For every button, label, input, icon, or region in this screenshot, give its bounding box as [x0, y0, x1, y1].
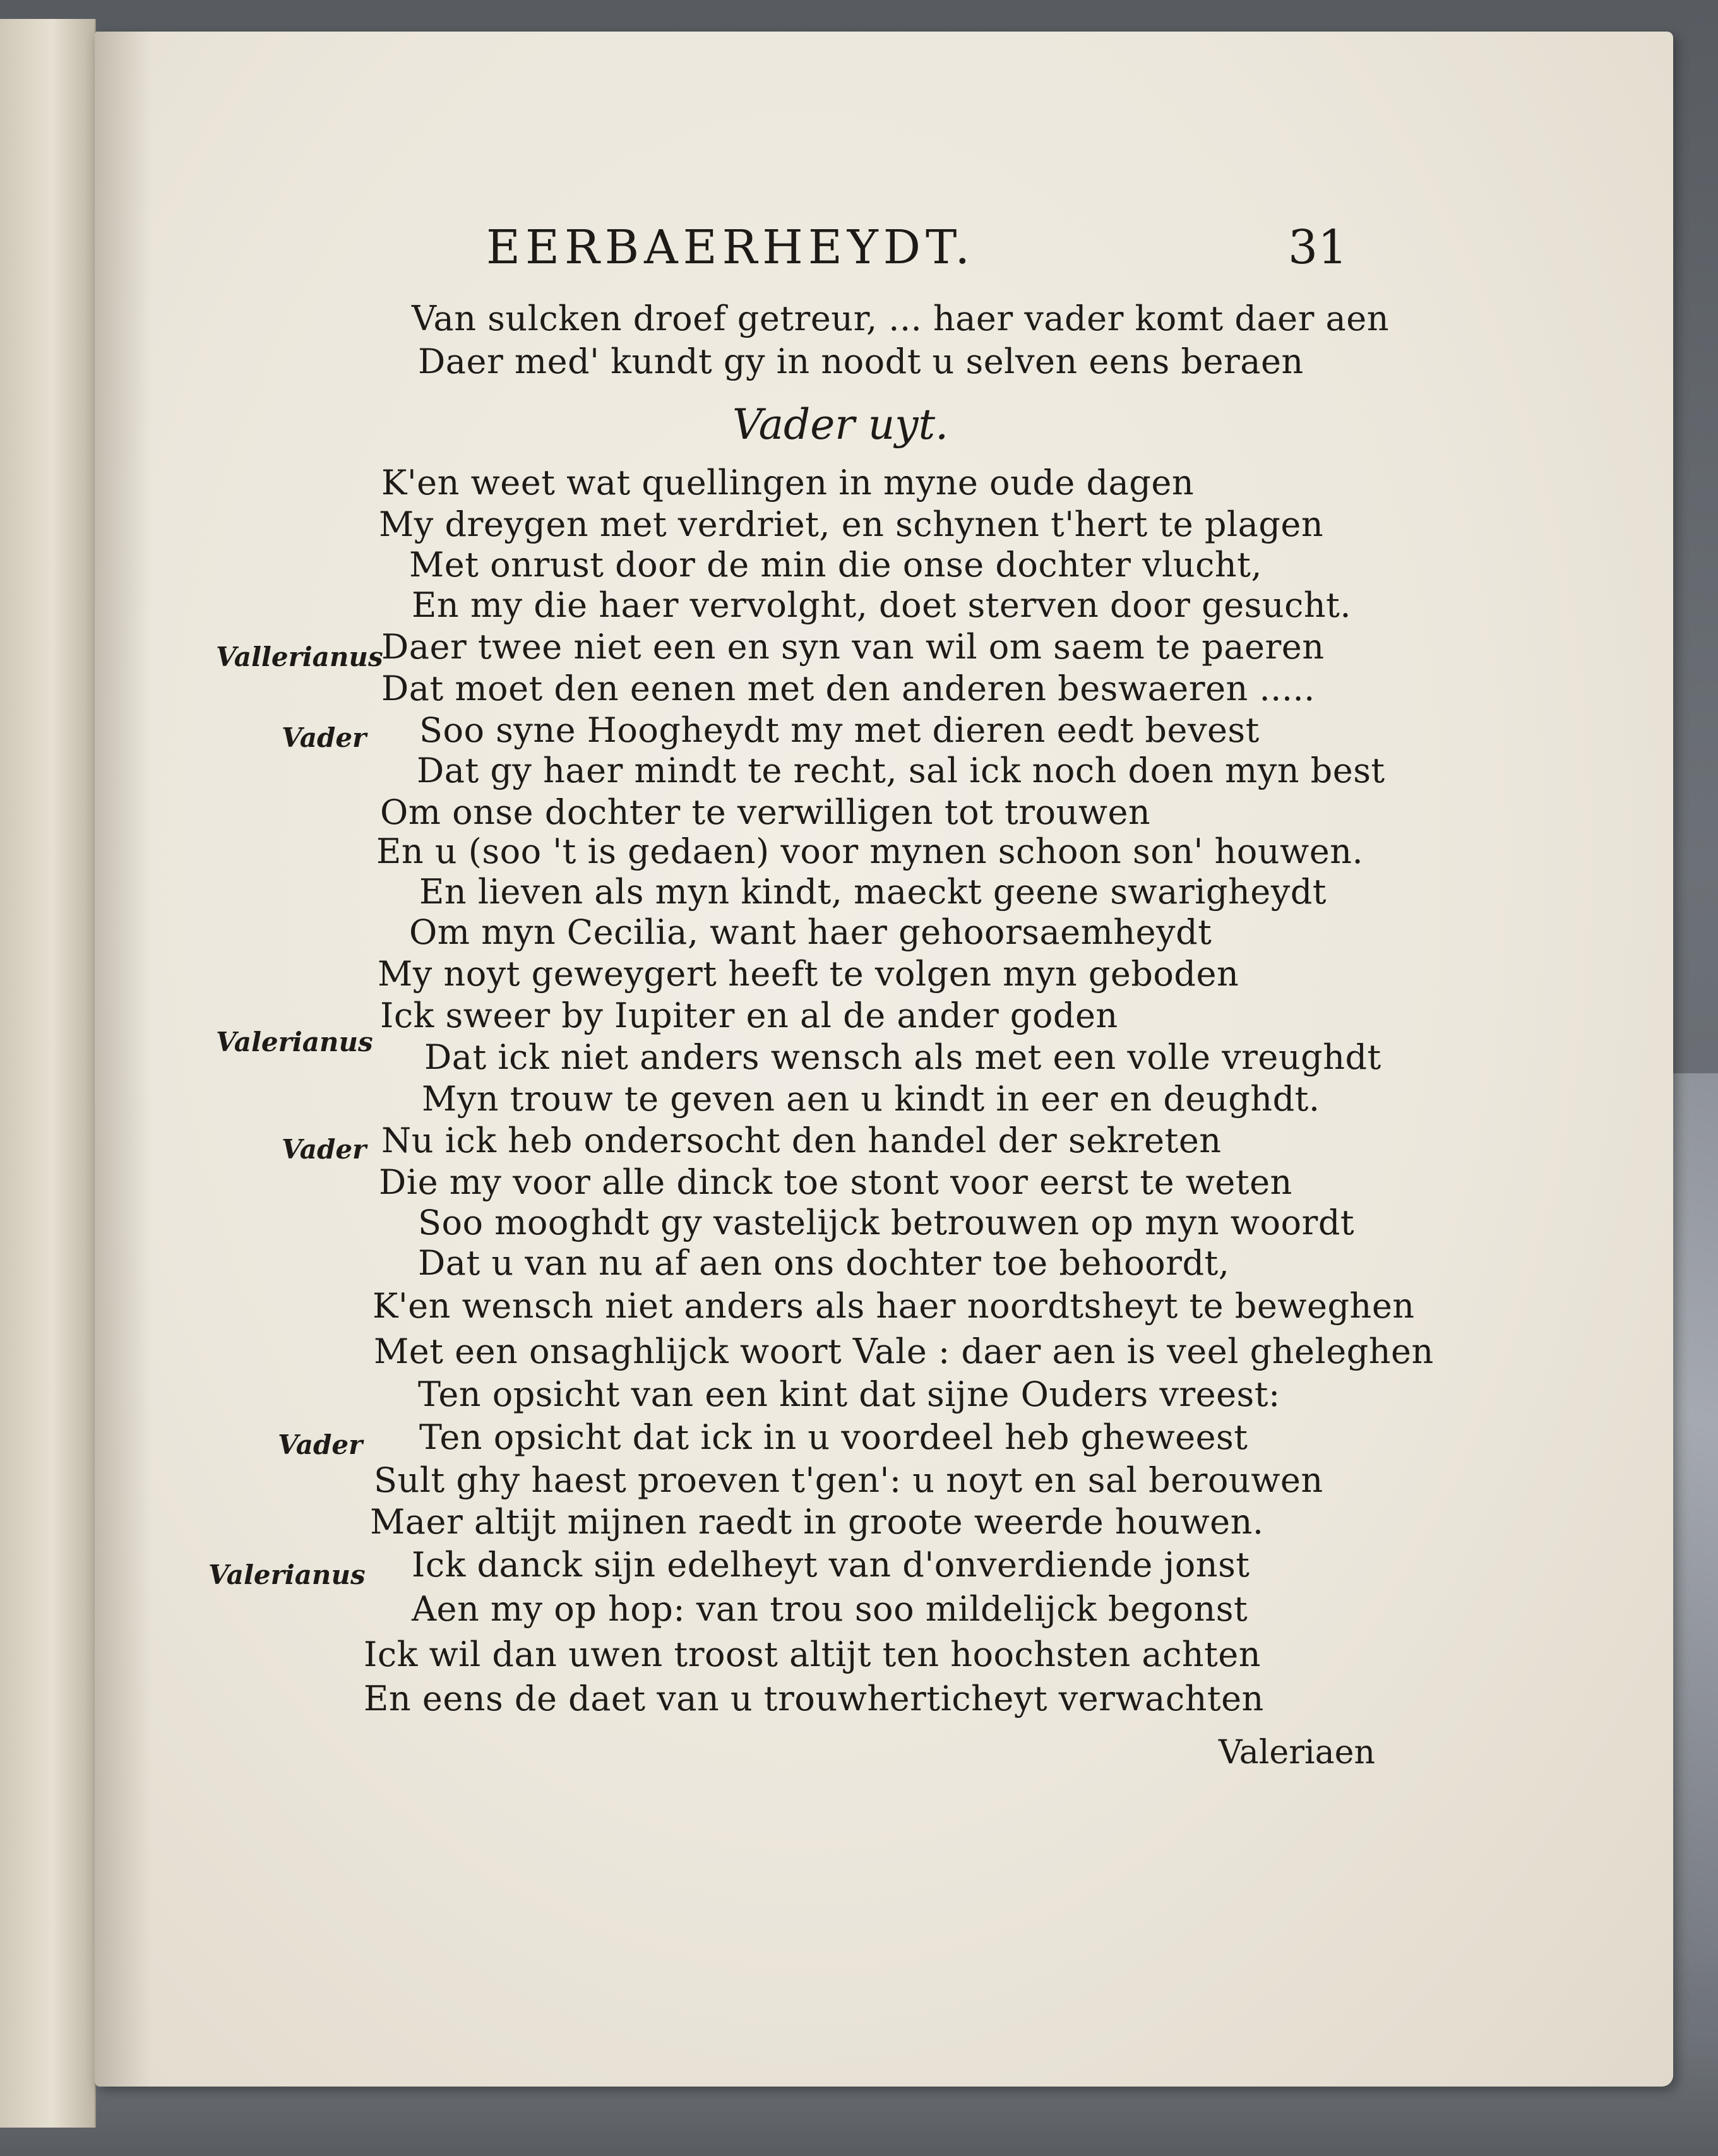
verse-line: Die my voor alle dinck toe stont voor eerst te weten	[379, 1162, 1292, 1202]
verse-line: Myn trouw te geven aen u kindt in eer en deughdt.	[422, 1079, 1320, 1119]
speaker-label: Valerianus	[216, 1027, 373, 1057]
verse-line: En eens de daet van u trouwherticheyt verwachten	[364, 1679, 1264, 1718]
verse-line: Soo syne Hoogheydt my met dieren eedt bevest	[419, 710, 1260, 750]
verse-line: Om onse dochter te verwilligen tot trouwen	[380, 792, 1151, 832]
stage-direction: Vader uyt.	[732, 400, 949, 449]
left-page-edge	[0, 19, 96, 2128]
verse-line: Ick wil dan uwen troost altijt ten hoochsten achten	[364, 1635, 1262, 1674]
verse-line: Ten opsicht van een kint dat sijne Ouders vreest:	[418, 1374, 1280, 1414]
verse-line: Om myn Cecilia, want haer gehoorsaemheydt	[409, 912, 1212, 952]
speaker-label: Vader	[282, 1134, 367, 1165]
page-gutter-shadow	[95, 32, 152, 2087]
verse-line: K'en wensch niet anders als haer noordtsheyt te beweghen	[373, 1286, 1415, 1326]
verse-line: Maer altijt mijnen raedt in groote weerde houwen.	[370, 1502, 1264, 1542]
verse-line: Soo mooghdt gy vastelijck betrouwen op myn woordt	[418, 1203, 1355, 1242]
verse-line: K'en weet wat quellingen in myne oude dagen	[381, 463, 1195, 503]
verse-line: Ick sweer by Iupiter en al de ander goden	[380, 996, 1118, 1035]
verse-line: Ick danck sijn edelheyt van d'onverdiende jonst	[412, 1545, 1250, 1585]
verse-line: En my die haer vervolght, doet sterven door gesucht.	[412, 585, 1352, 625]
speaker-label: Vader	[282, 722, 367, 753]
speaker-label: Vader	[278, 1429, 363, 1460]
page-number: 31	[1288, 220, 1348, 275]
verse-line: Met onrust door de min die onse dochter vlucht,	[409, 545, 1263, 585]
verse-line: Dat moet den eenen met den anderen beswaeren .....	[381, 669, 1315, 708]
verse-line: Dat gy haer mindt te recht, sal ick noch doen myn best	[417, 751, 1385, 790]
speaker-label: Valerianus	[208, 1559, 366, 1590]
verse-line: Met een onsaghlijck woort Vale : daer aen is veel gheleghen	[374, 1331, 1434, 1371]
verse-line: Ten opsicht dat ick in u voordeel heb gheweest	[419, 1417, 1248, 1457]
verse-line: Aen my op hop: van trou soo mildelijck begonst	[412, 1589, 1248, 1629]
verse-line: My noyt geweygert heeft te volgen myn geboden	[378, 954, 1239, 994]
running-header-title: EERBAERHEYDT.	[486, 220, 975, 275]
verse-line: Dat ick niet anders wensch als met een volle vreughdt	[424, 1037, 1381, 1077]
verse-line: En lieven als myn kindt, maeckt geene swarigheydt	[419, 872, 1327, 912]
verse-line: Van sulcken droef getreur, ... haer vader komt daer aen	[412, 299, 1389, 338]
verse-line: Dat u van nu af aen ons dochter toe behoordt,	[418, 1243, 1230, 1283]
catchword: Valeriaen	[1219, 1734, 1375, 1772]
verse-line: Daer med' kundt gy in noodt u selven eens beraen	[418, 342, 1304, 381]
verse-line: Nu ick heb ondersocht den handel der sekreten	[381, 1121, 1222, 1160]
speaker-label: Vallerianus	[216, 641, 383, 672]
verse-line: My dreygen met verdriet, en schynen t'hert te plagen	[379, 504, 1324, 544]
verse-line: Sult ghy haest proeven t'gen': u noyt en sal berouwen	[374, 1460, 1323, 1500]
verse-line: En u (soo 't is gedaen) voor mynen schoon son' houwen.	[376, 831, 1364, 871]
verse-line: Daer twee niet een en syn van wil om saem te paeren	[381, 627, 1325, 667]
